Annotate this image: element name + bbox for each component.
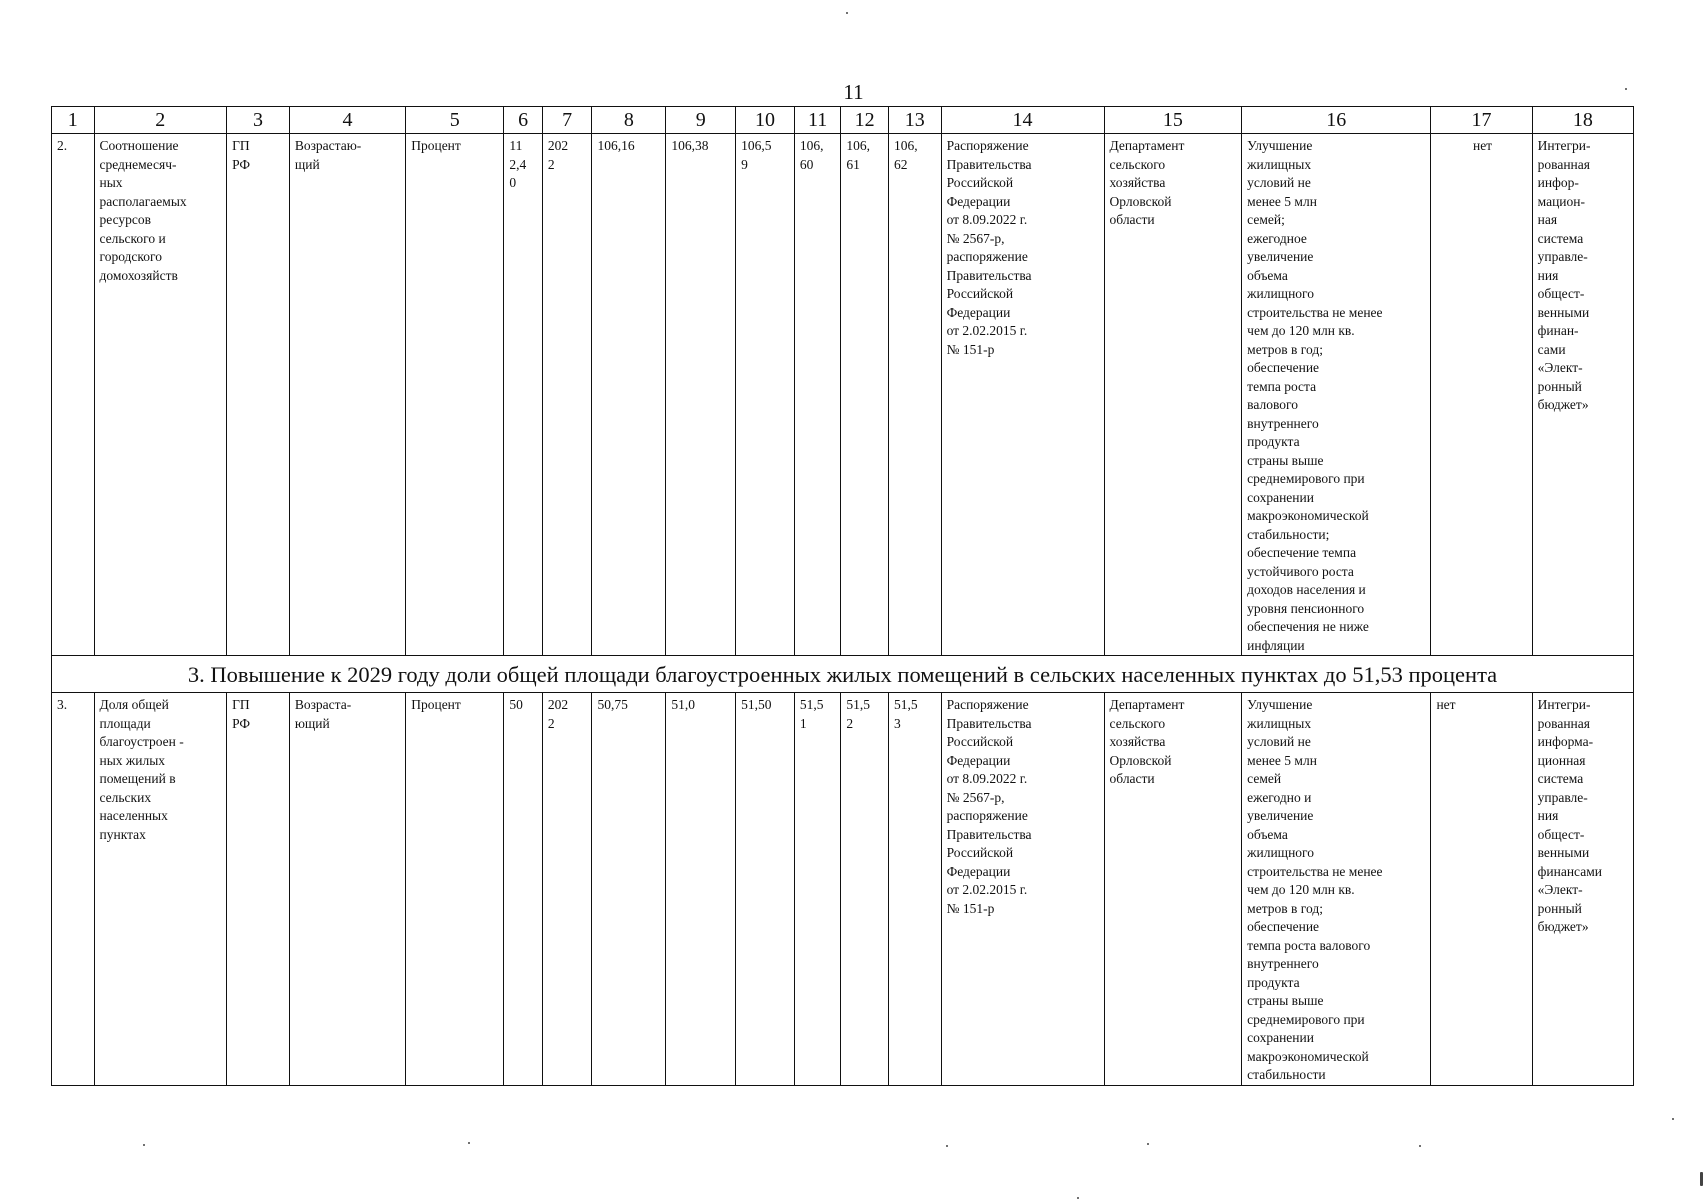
information-system: Интегри- рованная информа- ционная система управле- ния общест- венными финансами «Элект- ронный бюджет» <box>1532 693 1633 1086</box>
value-cell: 106, 61 <box>841 134 889 656</box>
column-number: 11 <box>794 107 841 134</box>
indicators-table <box>51 106 1634 1086</box>
responsible-body: Департамент сельского хозяйства Орловской области <box>1104 693 1242 1086</box>
linked-goals: Улучшение жилищных условий не менее 5 млн семей; ежегодное увеличение объема жилищного строительства не менее чем до 120 млн кв. метров в год; обеспечение темпа роста валового внутреннего продукта страны выше среднемирового при сохранении макроэкономической стабильности; обеспечение темпа устойчивого роста доходов населения и уровня пенсионного обеспечения не ниже инфляции <box>1242 134 1431 656</box>
responsible-body: Департамент сельского хозяйства Орловской области <box>1104 134 1242 656</box>
value-cell: 106,16 <box>592 134 666 656</box>
indicator-level: ГП РФ <box>227 693 290 1086</box>
unit-of-measure: Процент <box>406 693 504 1086</box>
column-number-row <box>52 107 1634 134</box>
value-cell: 106,5 9 <box>736 134 795 656</box>
regulatory-document: Распоряжение Правительства Российской Федерации от 8.09.2022 г. № 2567-р, распоряжение Правительства Российской Федерации от 2.02.2015 г. № 151-р <box>941 693 1104 1086</box>
indicator-name: Соотношение среднемесяч- ных располагаемых ресурсов сельского и городского домохозяйств <box>94 134 227 656</box>
column-number: 1 <box>52 107 95 134</box>
column-number: 5 <box>406 107 504 134</box>
column-number: 4 <box>289 107 405 134</box>
table-row-indicator-3 <box>52 693 1634 1086</box>
column-number: 13 <box>888 107 941 134</box>
column-number: 2 <box>94 107 227 134</box>
column-number: 17 <box>1431 107 1532 134</box>
value-cell: 51,5 2 <box>841 693 889 1086</box>
regulatory-document: Распоряжение Правительства Российской Федерации от 8.09.2022 г. № 2567-р, распоряжение Правительства Российской Федерации от 2.02.2015 г. № 151-р <box>941 134 1104 656</box>
section-heading: 3. Повышение к 2029 году доли общей площади благоустроенных жилых помещений в сельских населенных пунктах до 51,53 процента <box>52 656 1634 693</box>
base-value: 11 2,4 0 <box>504 134 542 656</box>
table-row-indicator-2 <box>52 134 1634 656</box>
value-cell: 51,0 <box>666 693 736 1086</box>
indicator-trend: Возрастаю- щий <box>289 134 405 656</box>
flag-cell: нет <box>1431 134 1532 656</box>
value-cell: 51,5 3 <box>888 693 941 1086</box>
base-year: 202 2 <box>542 134 592 656</box>
column-number: 12 <box>841 107 889 134</box>
column-number: 18 <box>1532 107 1633 134</box>
flag-cell: нет <box>1431 693 1532 1086</box>
column-number: 14 <box>941 107 1104 134</box>
value-cell: 51,5 1 <box>794 693 841 1086</box>
base-year: 202 2 <box>542 693 592 1086</box>
value-cell: 51,50 <box>736 693 795 1086</box>
column-number: 7 <box>542 107 592 134</box>
section-heading-row <box>52 656 1634 693</box>
value-cell: 106, 60 <box>794 134 841 656</box>
indicator-name: Доля общей площади благоустроен - ных жилых помещений в сельских населенных пунктах <box>94 693 227 1086</box>
indicator-trend: Возраста- ющий <box>289 693 405 1086</box>
page-number: 11 <box>843 80 864 104</box>
column-number: 8 <box>592 107 666 134</box>
information-system: Интегри- рованная инфор- мацион- ная система управле- ния общест- венными финан- сами «Элект- ронный бюджет» <box>1532 134 1633 656</box>
value-cell: 50,75 <box>592 693 666 1086</box>
column-number: 16 <box>1242 107 1431 134</box>
row-number: 2. <box>52 134 95 656</box>
base-value: 50 <box>504 693 542 1086</box>
column-number: 6 <box>504 107 542 134</box>
value-cell: 106,38 <box>666 134 736 656</box>
row-number: 3. <box>52 693 95 1086</box>
linked-goals: Улучшение жилищных условий не менее 5 млн семей ежегодно и увеличение объема жилищного строительства не менее чем до 120 млн кв. метров в год; обеспечение темпа роста валового внутреннего продукта страны выше среднемирового при сохранении макроэкономической стабильности <box>1242 693 1431 1086</box>
column-number: 15 <box>1104 107 1242 134</box>
value-cell: 106, 62 <box>888 134 941 656</box>
unit-of-measure: Процент <box>406 134 504 656</box>
column-number: 10 <box>736 107 795 134</box>
indicator-level: ГП РФ <box>227 134 290 656</box>
column-number: 3 <box>227 107 290 134</box>
column-number: 9 <box>666 107 736 134</box>
